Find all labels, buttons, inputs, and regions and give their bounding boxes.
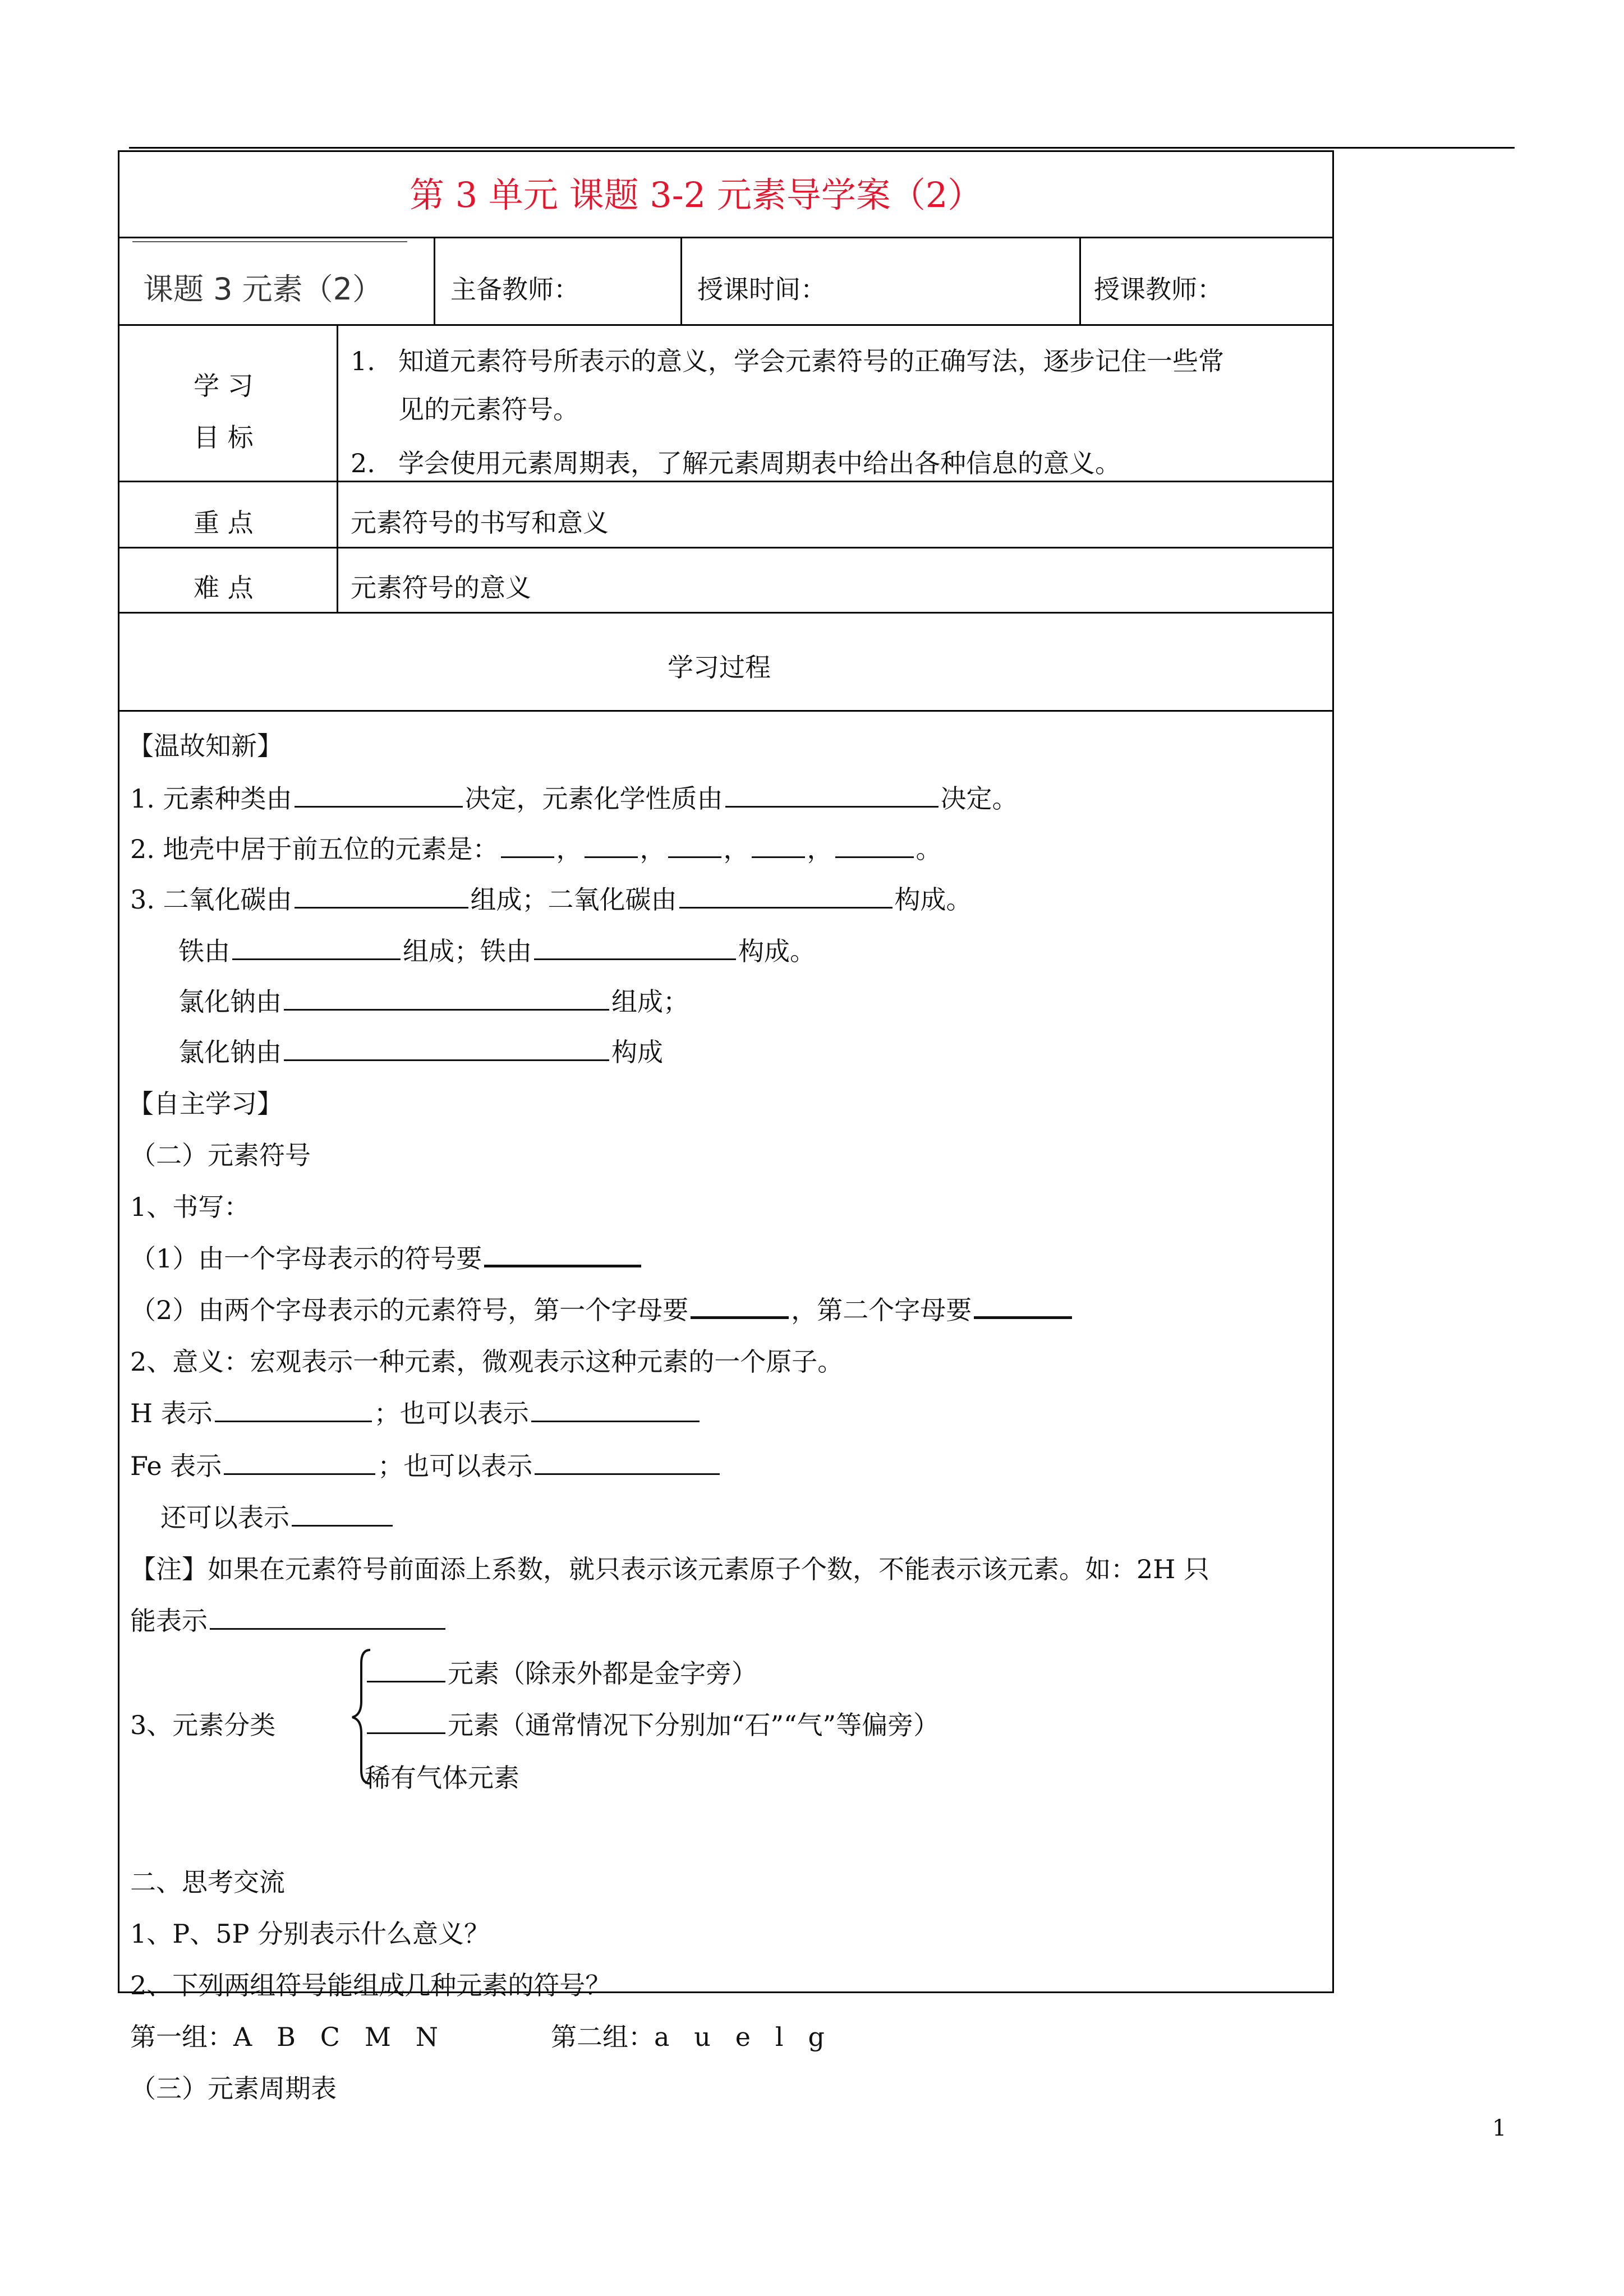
- key-point-label: 重 点: [194, 508, 254, 538]
- review-text: 铁由: [178, 936, 230, 966]
- review-question: [178, 985, 689, 1018]
- review-text: 氯化钠由: [178, 1037, 282, 1067]
- classification-line: [365, 1708, 939, 1742]
- answer-blank[interactable]: [292, 1502, 393, 1527]
- process-title: 学习过程: [668, 652, 771, 683]
- col-divider: [434, 237, 435, 324]
- answer-blank[interactable]: [535, 1451, 720, 1475]
- objective-text: 知道元素符号所表示的意义，学会元素符号的正确写法，逐步记住一些常: [398, 346, 1224, 376]
- objective-text: 学会使用元素周期表，了解元素周期表中给出各种信息的意义。: [398, 448, 1121, 478]
- answer-blank[interactable]: [835, 834, 914, 858]
- top-rule: [129, 147, 1515, 149]
- answer-blank[interactable]: [215, 1398, 372, 1422]
- exercise-text: ；也可以表示: [378, 1451, 533, 1481]
- exercise-text: （1）由一个字母表示的符号要: [130, 1243, 482, 1274]
- objective-number: 2.: [351, 448, 375, 478]
- answer-blank[interactable]: [752, 834, 805, 858]
- topic-label: 课题 3 元素（2）: [143, 271, 383, 307]
- self-study-heading: 【自主学习】: [128, 1089, 283, 1119]
- lead-teacher-label: 主备教师：: [450, 274, 579, 305]
- answer-blank[interactable]: [974, 1294, 1072, 1319]
- classification-text: 元素（除汞外都是金字旁）: [448, 1658, 757, 1689]
- group-label: 第一组：: [130, 2022, 233, 2052]
- exercise-text: ，第二个字母要: [791, 1295, 972, 1325]
- exercise-text: （2）由两个字母表示的元素符号，第一个字母要: [130, 1295, 689, 1325]
- exercise-text: Fe 表示: [130, 1451, 222, 1481]
- subsection-heading: 1、书写：: [130, 1192, 250, 1222]
- exercise-text: 还可以表示: [160, 1502, 289, 1533]
- exercise-line: [160, 1501, 395, 1534]
- classify-label: 3、元素分类: [130, 1710, 276, 1740]
- review-question: [178, 934, 816, 968]
- answer-blank[interactable]: [284, 986, 609, 1011]
- group-symbols: a u e l g: [654, 2022, 825, 2052]
- row-divider: [118, 481, 1334, 482]
- col-divider: [337, 324, 338, 612]
- classification-text: 稀有气体元素: [365, 1763, 519, 1793]
- classification-line: [365, 1657, 757, 1690]
- separator: ，: [640, 834, 666, 864]
- answer-blank[interactable]: [224, 1451, 375, 1475]
- separator: ，: [807, 834, 833, 864]
- answer-blank[interactable]: [484, 1242, 641, 1267]
- answer-blank[interactable]: [367, 1658, 445, 1682]
- col-divider: [1079, 237, 1081, 324]
- answer-blank[interactable]: [295, 783, 463, 808]
- review-text: 决定，元素化学性质由: [464, 783, 723, 814]
- review-text: 组成；: [611, 986, 689, 1017]
- review-text: 构成: [611, 1037, 663, 1067]
- exercise-text: ；也可以表示: [374, 1398, 529, 1428]
- review-text: 组成；二氧化碳由: [470, 884, 677, 915]
- objective-text: 见的元素符号。: [398, 394, 579, 425]
- review-question: [178, 1035, 663, 1069]
- group-line: [551, 2020, 825, 2054]
- answer-blank[interactable]: [501, 834, 554, 858]
- answer-blank[interactable]: [295, 884, 468, 909]
- class-time-label: 授课时间：: [697, 274, 826, 305]
- difficulty-label: 难 点: [194, 573, 254, 603]
- review-text: 组成；铁由: [403, 936, 532, 966]
- answer-blank[interactable]: [585, 834, 638, 858]
- exercise-line: [130, 1396, 702, 1430]
- col-divider: [680, 237, 682, 324]
- answer-blank[interactable]: [679, 884, 892, 909]
- review-question: [130, 832, 942, 866]
- objectives-label: 目 标: [194, 422, 254, 453]
- review-text: 氯化钠由: [178, 986, 282, 1017]
- answer-blank[interactable]: [534, 936, 736, 960]
- objectives-label: 学 习: [194, 371, 254, 401]
- review-text: 2. 地壳中居于前五位的元素是：: [130, 834, 499, 864]
- separator: ，: [723, 834, 749, 864]
- row-divider: [118, 324, 1334, 326]
- teacher-label: 授课教师：: [1094, 274, 1223, 305]
- answer-blank[interactable]: [668, 834, 721, 858]
- group-label: 第二组：: [551, 2022, 654, 2052]
- answer-blank[interactable]: [725, 783, 938, 808]
- answer-blank[interactable]: [284, 1037, 609, 1061]
- difficulty-text: 元素符号的意义: [351, 573, 531, 603]
- answer-blank[interactable]: [691, 1294, 789, 1319]
- exercise-line: [130, 1293, 1074, 1327]
- discussion-heading: 二、思考交流: [130, 1867, 285, 1897]
- review-text: 构成。: [738, 936, 816, 966]
- document-title: 第 3 单元 课题 3-2 元素导学案（2）: [410, 174, 983, 215]
- note-text: 能表示: [130, 1606, 208, 1636]
- classification-text: 元素（通常情况下分别加“石”“气”等偏旁）: [448, 1710, 940, 1740]
- section-heading: （二）元素符号: [130, 1140, 311, 1170]
- exercise-line: [130, 1604, 448, 1638]
- discussion-question: 2、下列两组符号能组成几种元素的符号？: [130, 1970, 611, 2000]
- review-text: 决定。: [940, 783, 1018, 814]
- row-divider: [118, 547, 1334, 548]
- objective-number: 1.: [351, 346, 375, 376]
- key-point-text: 元素符号的书写和意义: [351, 508, 609, 538]
- answer-blank[interactable]: [232, 936, 401, 960]
- row-divider: [118, 710, 1334, 712]
- exercise-text: H 表示: [130, 1398, 213, 1428]
- answer-blank[interactable]: [531, 1398, 700, 1422]
- discussion-question: 1、P、5P 分别表示什么意义？: [130, 1919, 490, 1949]
- page-number: 1: [1492, 2115, 1507, 2141]
- review-text: 3. 二氧化碳由: [130, 884, 292, 915]
- review-question: [130, 782, 1018, 815]
- exercise-line: [130, 1449, 722, 1483]
- review-heading: 【温故知新】: [128, 731, 283, 761]
- row-divider: [118, 237, 1334, 238]
- answer-blank[interactable]: [210, 1606, 445, 1630]
- review-question: [130, 883, 972, 916]
- note-text: 【注】如果在元素符号前面添上系数，就只表示该元素原子个数，不能表示该元素。如：2H 只: [130, 1554, 1210, 1584]
- separator: ，: [556, 834, 582, 864]
- review-text: 1. 元素种类由: [130, 783, 292, 814]
- meaning-text: 2、意义：宏观表示一种元素，微观表示这种元素的一个原子。: [130, 1347, 844, 1377]
- image-rule: [132, 241, 407, 242]
- review-text: 构成。: [894, 884, 972, 915]
- answer-blank[interactable]: [367, 1710, 445, 1734]
- exercise-line: [130, 1242, 643, 1275]
- review-text: 。: [915, 834, 942, 864]
- group-symbols: A B C M N: [233, 2022, 439, 2052]
- row-divider: [118, 612, 1334, 614]
- group-line: [130, 2020, 438, 2054]
- section-heading: （三）元素周期表: [130, 2073, 337, 2104]
